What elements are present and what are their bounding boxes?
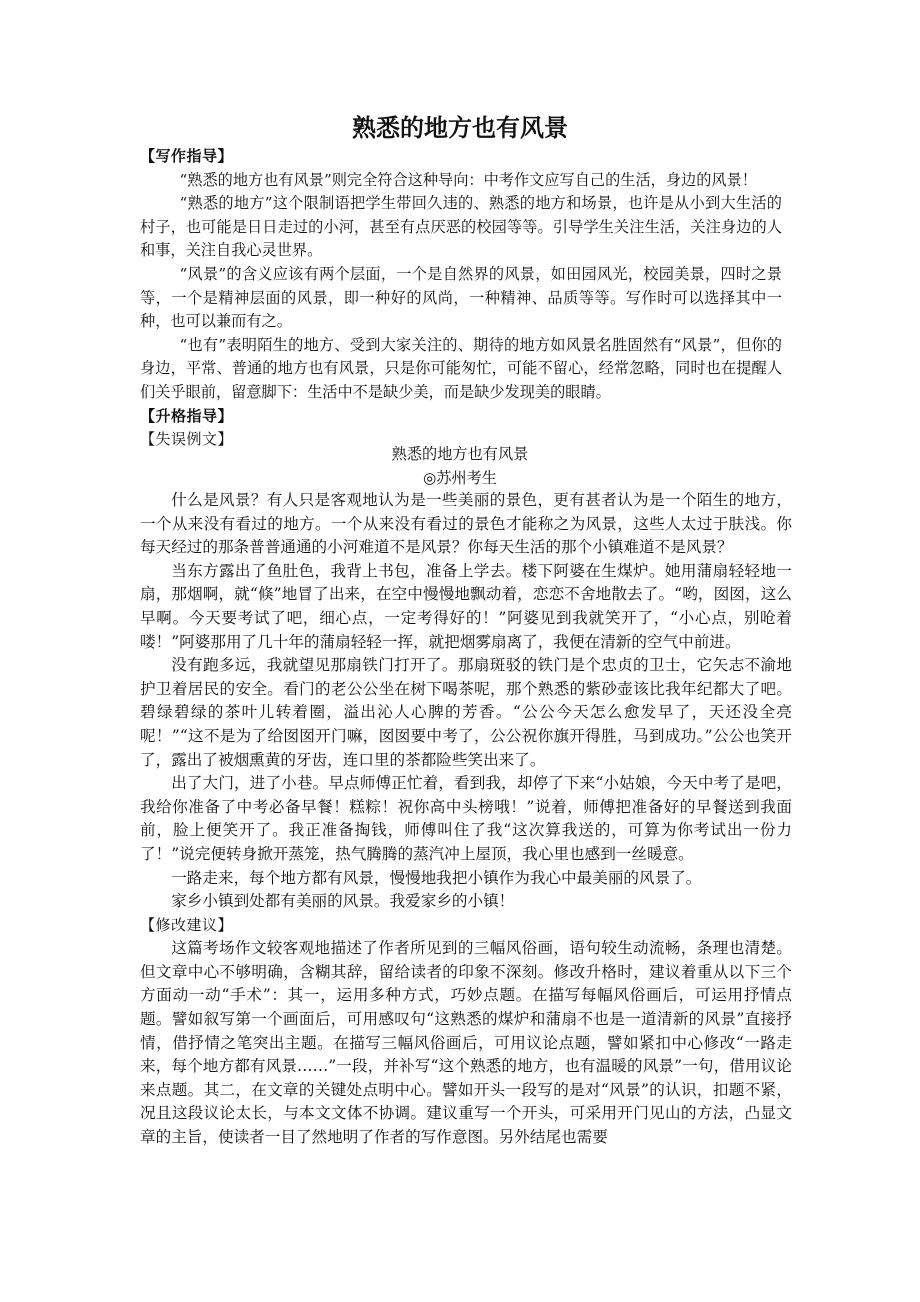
essay-paragraph-1: 什么是风景？有人只是客观地认为是一些美丽的景色，更有甚者认为是一个陌生的地方，一个从来没有看过的地方。一个从来没有看过的景色才能称之为风景，这些人太过于肤浅。你每天经过的那条普普通通的小河难道不是风景？你每天生活的那个小镇难道不是风景？ (140, 491, 792, 557)
revision-advice-heading: 【修改建议】 (140, 915, 234, 934)
revision-advice-paragraph-1: 这篇考场作文较客观地描述了作者所见到的三幅风俗画，语句较生动流畅，条理也清楚。但文章中心不够明确，含糊其辞，留给读者的印象不深刻。修改升格时，建议着重从以下三个方面动一动“手术”：其一，运用多种方式，巧妙点题。在描写每幅风俗画后，可运用抒情点题。譬如叙写第一个画面后，可用感叹句“这熟悉的煤炉和蒲扇不也是一道清新的风景”直接抒情，借抒情之笔突出主题。在描写三幅风俗画后，可用议论点题，譬如紧扣中心修改“一路走来，每个地方都有风景……”一段，并补写“这个熟悉的地方，也有温暖的风景”一句，借用议论来点题。其二，在文章的关键处点明中心。譬如开头一段写的是对“风景”的认识，扣题不紧，况且这段议论太长，与本文文体不协调。建议重写一个开头，可采用开门见山的方法，凸显文章的主旨，使读者一目了然地明了作者的写作意图。另外结尾也需要 (140, 939, 792, 1147)
page-title: 熟悉的地方也有风景 (352, 114, 568, 142)
essay-author: ◎苏州考生 (422, 469, 497, 487)
flawed-example-section (140, 489, 792, 1150)
essay-paragraph-5: 一路走来，每个地方都有风景，慢慢地我把小镇作为我心中最美丽的风景了。 (171, 868, 702, 887)
essay-title: 熟悉的地方也有风景 (391, 445, 529, 463)
essay-title-block (0, 442, 920, 490)
writing-guide-heading: 【写作指导】 (140, 147, 234, 165)
essay-paragraph-3: 没有跑多远，我就望见那扇铁门打开了。那扇斑驳的铁门是个忠贞的卫士，它矢志不渝地护卫着居民的安全。看门的老公公坐在树下喝茶呢，那个熟悉的紫砂壶该比我年纪都大了吧。碧绿碧绿的茶叶儿转着圈，溢出沁人心脾的芳香。“公公今天怎么愈发早了，天还没全亮呢！”“这不是为了给囡囡开门嘛，囡囡要中考了，公公祝你旗开得胜，马到成功。”公公也笑开了，露出了被烟熏黄的牙齿，连口里的茶都险些笑出来了。 (140, 656, 792, 769)
writing-guide-paragraph-4: “也有”表明陌生的地方、受到大家关注的、期待的地方如风景名胜固然有“风景”，但你的身边，平常、普通的地方也有风景，只是你可能匆忙，可能不留心，经常忽略，同时也在提醒人们关乎眼前，留意脚下：生活中不是缺少美，而是缺少发现美的眼睛。 (140, 335, 782, 401)
writing-guide-paragraph-3: “风景”的含义应该有两个层面，一个是自然界的风景，如田园风光，校园美景，四时之景等，一个是精神层面的风景，即一种好的风尚，一种精神、品质等等。写作时可以选择其中一种，也可以兼而有之。 (140, 264, 782, 331)
writing-guide-paragraph-1: “熟悉的地方也有风景”则完全符合这种导向：中考作文应写自己的生活，身边的风景！ (179, 170, 757, 189)
writing-guide-paragraph-2: “熟悉的地方”这个限制语把学生带回久违的、熟悉的地方和场景，也许是从小到大生活的村子，也可能是日日走过的小河，甚至有点厌恶的校园等等。引导学生关注生活，关注身边的人和事，关注自我心灵世界。 (140, 194, 782, 260)
writing-guide-section (140, 145, 790, 452)
flawed-example-heading: 【失误例文】 (140, 430, 234, 449)
essay-paragraph-4: 出了大门，进了小巷。早点师傅正忙着，看到我，却停了下来“小姑娘，今天中考了是吧，我给你准备了中考必备早餐！糕粽！祝你高中头榜哦！”说着，师傅把准备好的早餐送到我面前，脸上便笑开了。我正准备掏钱，师傅叫住了我“这次算我送的，可算为你考试出一份力了！”说完便转身掀开蒸笼，热气腾腾的蒸汽冲上屋顶，我心里也感到一丝暖意。 (140, 774, 792, 863)
essay-paragraph-6: 家乡小镇到处都有美丽的风景。我爱家乡的小镇！ (171, 892, 515, 911)
upgrade-guide-heading: 【升格指导】 (140, 406, 234, 425)
essay-paragraph-2: 当东方露出了鱼肚色，我背上书包，准备上学去。楼下阿婆在生煤炉。她用蒲扇轻轻地一扇，那烟啊，就“倏”地冒了出来，在空中慢慢地飘动着，恋恋不舍地散去了。“哟，囡囡，这么早啊。今天要考试了吧，细心点，一定考得好的！”阿婆见到我就笑开了，“小心点，别呛着喽！”阿婆那用了几十年的蒲扇轻轻一挥，就把烟雾扇离了，我便在清新的空气中前进。 (140, 561, 792, 651)
